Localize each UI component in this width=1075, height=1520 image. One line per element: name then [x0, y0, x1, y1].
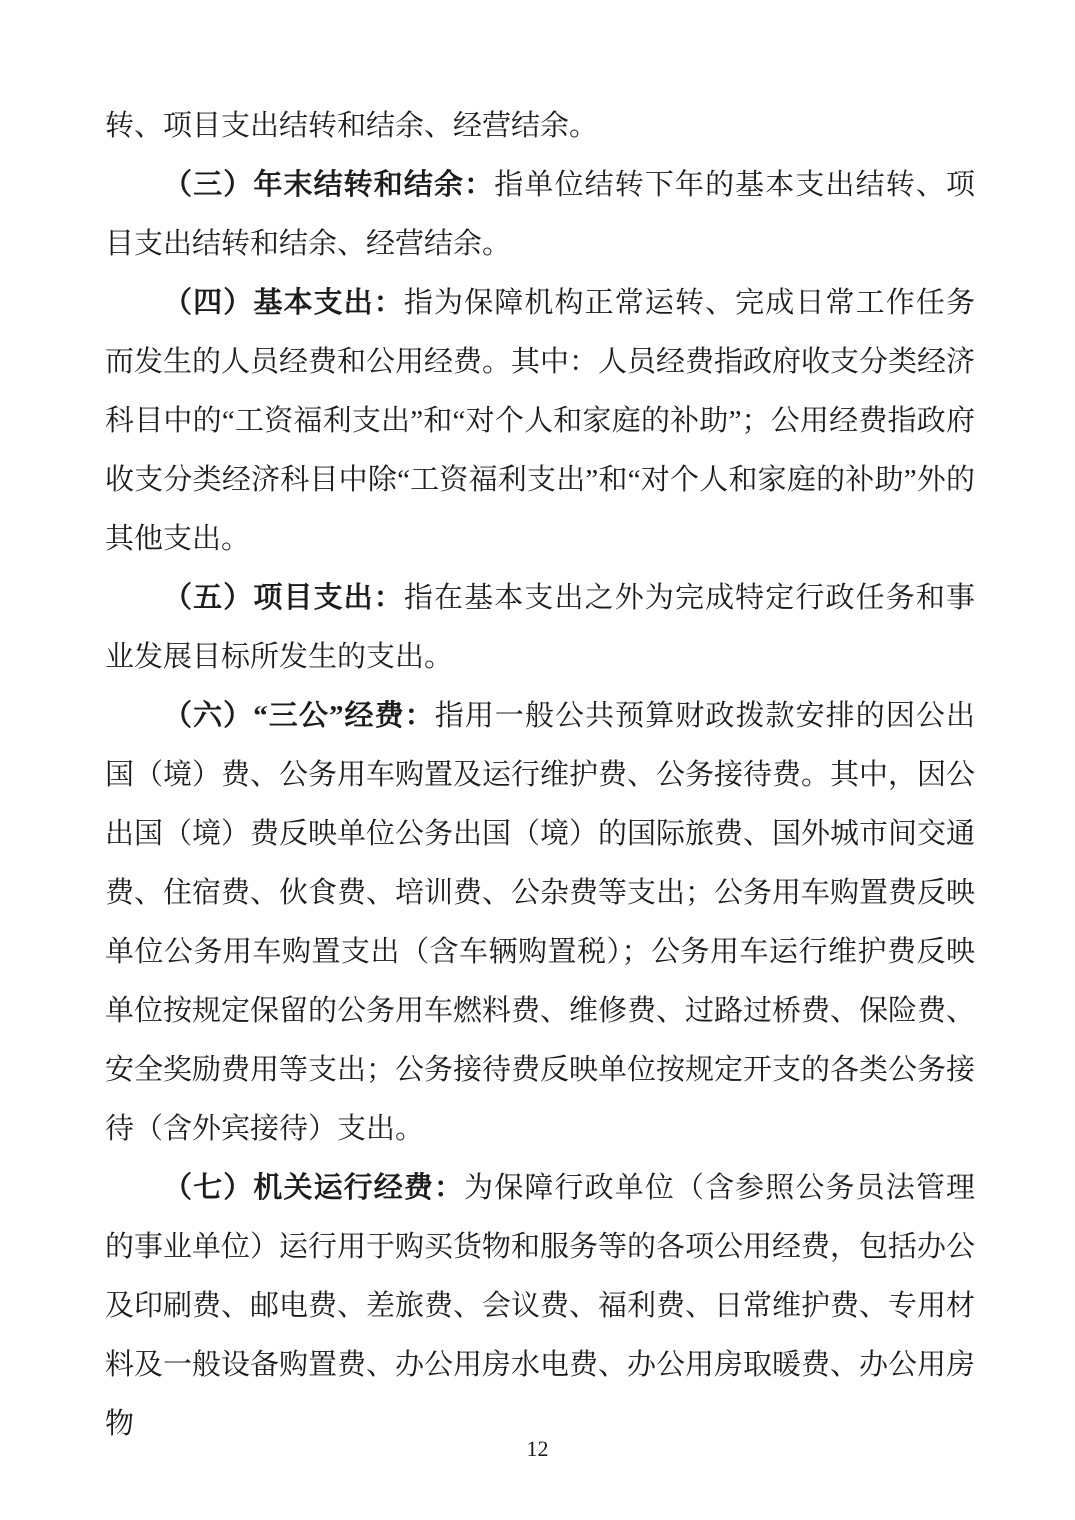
- paragraph-text: 指用一般公共预算财政拨款安排的因公出国（境）费、公务用车购置及运行维护费、公务接待费。其中，因公出国（境）费反映单位公务出国（境）的国际旅费、国外城市间交通费、住宿费、伙食费、培训费、公杂费等支出；公务用车购置费反映单位公务用车购置支出（含车辆购置税）；公务用车运行维护费反映单位按规定保留的公务用车燃料费、维修费、过路过桥费、保险费、安全奖励费用等支出；公务接待费反映单位按规定开支的各类公务接待（含外宾接待）支出。: [105, 700, 976, 1145]
- paragraph-text: 转、项目支出结转和结余、经营结余。: [105, 110, 599, 142]
- paragraph: [105, 1159, 975, 1454]
- paragraph: [105, 97, 975, 156]
- paragraph-head: （四）基本支出：: [163, 287, 404, 319]
- document-body: [105, 97, 975, 1454]
- paragraph-text: 指为保障机构正常运转、完成日常工作任务而发生的人员经费和公用经费。其中：人员经费指政府收支分类经济科目中的“工资福利支出”和“对个人和家庭的补助”；公用经费指政府收支分类经济科目中除“工资福利支出”和“对个人和家庭的补助”外的其他支出。: [105, 287, 976, 555]
- paragraph-head: （三）年末结转和结余：: [163, 169, 495, 201]
- paragraph: [105, 687, 975, 1159]
- paragraph-text: 为保障行政单位（含参照公务员法管理的事业单位）运行用于购买货物和服务等的各项公用经费，包括办公及印刷费、邮电费、差旅费、会议费、福利费、日常维护费、专用材料及一般设备购置费、办公用房水电费、办公用房取暖费、办公用房物: [105, 1172, 976, 1440]
- paragraph: [105, 274, 975, 569]
- page-number: 12: [526, 1436, 549, 1461]
- paragraph-head: （六）“三公”经费：: [163, 700, 435, 732]
- paragraph-text: 指在基本支出之外为完成特定行政任务和事业发展目标所发生的支出。: [105, 582, 975, 673]
- paragraph: [105, 569, 975, 687]
- paragraph-text: 指单位结转下年的基本支出结转、项目支出结转和结余、经营结余。: [105, 169, 975, 260]
- paragraph: [105, 156, 975, 274]
- paragraph-head: （五）项目支出：: [163, 582, 404, 614]
- paragraph-head: （七）机关运行经费：: [163, 1172, 465, 1204]
